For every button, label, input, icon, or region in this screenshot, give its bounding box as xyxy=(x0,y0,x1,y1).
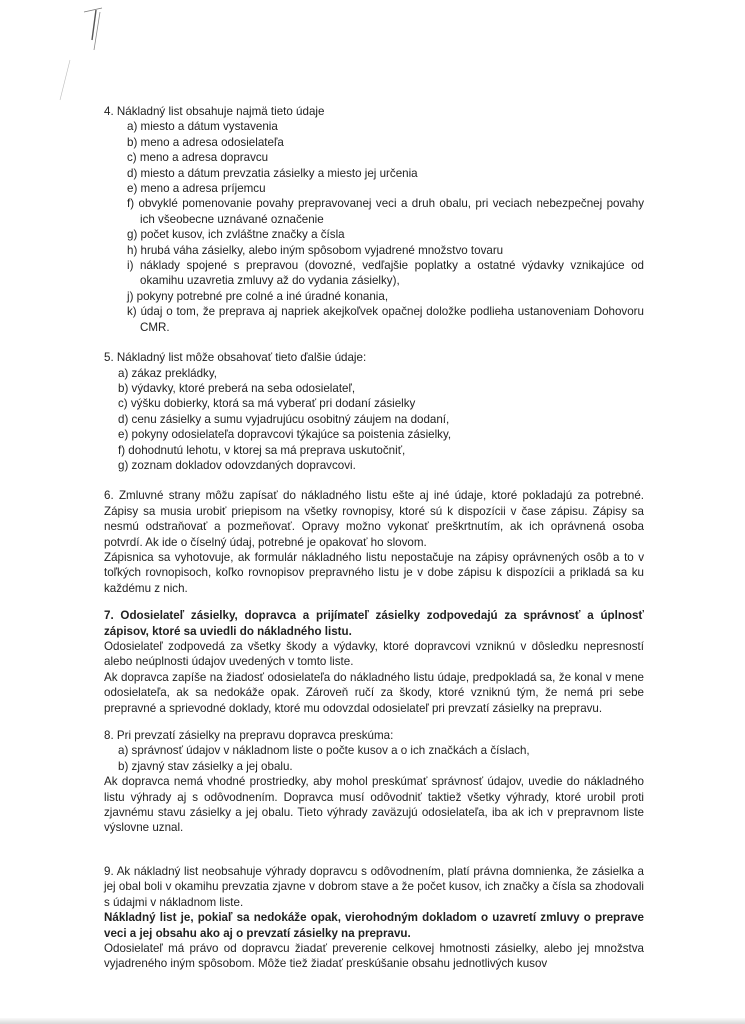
section-8-list xyxy=(104,743,644,774)
section-9 xyxy=(104,864,644,972)
list-item: e) pokyny odosielateľa dopravcovi týkajúce sa poistenia zásielky, xyxy=(118,428,452,442)
list-item: g) počet kusov, ich zvláštne značky a čísla xyxy=(127,228,345,242)
section-4-heading: 4. Nákladný list obsahuje najmä tieto údaje xyxy=(104,105,325,118)
section-7 xyxy=(104,608,644,716)
list-item: a) miesto a dátum vystavenia xyxy=(127,120,278,134)
page-bottom-edge xyxy=(0,1018,745,1024)
section-4 xyxy=(104,104,644,335)
list-item: e) meno a adresa príjemcu xyxy=(127,182,266,196)
document-body xyxy=(104,104,644,972)
section-7-paragraph-2: Ak dopravca zapíše na žiadosť odosielateľa do nákladného listu údaje, predpokladá sa, že konal v mene odosielateľa, ak sa nedokáže opak. Zároveň ručí za škody, ktoré vzniknú tým, že nemá pri sebe prepravné a sprievodné doklady, ktoré mu odovzdal odosielateľ pri prevzatí zásielky na prepravu. xyxy=(104,670,644,715)
section-6-paragraph-2: Zápisnica sa vyhotovuje, ak formulár nákladného listu nepostačuje na zápisy oprávnených osôb a to v toľkých rovnopisoch, koľko rovnopisov prepravného listu je v dobe zápisu k dispozícii a prikladá sa ku každému z nich. xyxy=(104,550,644,595)
list-item: k) údaj o tom, že preprava aj napriek akejkoľvek opačnej doložke podlieha ustanoveniam Dohovoru CMR. xyxy=(127,305,644,334)
list-item: f) dohodnutú lehotu, v ktorej sa má preprava uskutočniť, xyxy=(118,443,406,457)
list-item: f) obvyklé pomenovanie povahy prepravovanej veci a druh obalu, pri veciach nebezpečnej povahy ich všeobecne uznávané označenie xyxy=(127,197,644,226)
list-item: g) zoznam dokladov odovzdaných dopravcovi. xyxy=(118,458,356,472)
section-9-bold-statement: Nákladný list je, pokiaľ sa nedokáže opak, vierohodným dokladom o uzavretí zmluvy o preprave veci a jej obsahu ako aj o prevzatí zásielky na prepravu. xyxy=(104,911,644,940)
list-item: b) výdavky, ktoré preberá na seba odosielateľ, xyxy=(118,381,356,395)
section-8-heading: 8. Pri prevzatí zásielky na prepravu dopravca preskúma: xyxy=(104,729,394,743)
list-item: a) správnosť údajov v nákladnom liste o počte kusov a o ich značkách a číslach, xyxy=(118,744,530,758)
list-item: j) pokyny potrebné pre colné a iné úradné konania, xyxy=(127,289,389,303)
section-5-list xyxy=(104,366,644,474)
section-7-paragraph: Odosielateľ zodpovedá za všetky škody a výdavky, ktoré dopravcovi vzniknú v dôsledku nepresností alebo neúplnosti údajov uvedených v tomto liste. xyxy=(104,640,644,669)
list-item: d) miesto a dátum prevzatia zásielky a miesto jej určenia xyxy=(127,166,418,180)
list-item: c) výšku dobierky, ktorá sa má vyberať pri dodaní zásielky xyxy=(118,397,416,411)
section-5-heading: 5. Nákladný list môže obsahovať tieto ďalšie údaje: xyxy=(104,351,367,365)
scan-mark xyxy=(0,0,140,110)
list-item: b) zjavný stav zásielky a jej obalu. xyxy=(118,759,293,773)
section-8-paragraph: Ak dopravca nemá vhodné prostriedky, aby mohol preskúmať správnosť údajov, uvedie do nákladného listu výhrady aj s odôvodnením. Dopravca musí odôvodniť taktiež všetky výhrady, ktoré urobil proti zjavnému stavu zásielky a jej obalu. Tieto výhrady zaväzujú odosielateľa, iba ak ich v prepravnom liste výslovne uznal. xyxy=(104,775,644,835)
section-9-paragraph: 9. Ak nákladný list neobsahuje výhrady dopravcu s odôvodnením, platí právna domnienka, že zásielka a jej obal boli v okamihu prevzatia zjavne v dobrom stave a že počet kusov, ich značky a čísla sa zhodovali s údajmi v nákladnom liste. xyxy=(104,864,644,909)
section-9-paragraph-2: Odosielateľ má právo od dopravcu žiadať preverenie celkovej hmotnosti zásielky, alebo jej množstva vyjadreného iným spôsobom. Môže tiež žiadať preskúšanie obsahu jednotlivých kusov xyxy=(104,941,644,971)
list-item: d) cenu zásielky a sumu vyjadrujúcu osobitný záujem na dodaní, xyxy=(118,412,450,426)
section-6 xyxy=(104,488,644,596)
list-item: b) meno a adresa odosielateľa xyxy=(127,135,284,149)
section-8 xyxy=(104,728,644,836)
list-item: a) zákaz prekládky, xyxy=(118,366,218,380)
section-6-paragraph: 6. Zmluvné strany môžu zapísať do nákladného listu ešte aj iné údaje, ktoré pokladajú za potrebné. Zápisy sa musia urobiť priepisom na všetky rovnopisy, ktoré sú k dispozícii v čase zápisu. Zápisy sa nesmú odstraňovať a pozmeňovať. Opravy možno vykonať preškrtnutím, ak ich oprávnená osoba potvrdí. Ak ide o číselný údaj, potrebné je opakovať ho slovom. xyxy=(104,489,644,549)
list-item: c) meno a adresa dopravcu xyxy=(127,151,269,165)
section-5 xyxy=(104,350,644,473)
section-4-list xyxy=(104,119,644,335)
section-7-heading: 7. Odosielateľ zásielky, dopravca a prijímateľ zásielky zodpovedajú za správnosť a úplnosť zápisov, ktoré sa uviedli do nákladného listu. xyxy=(104,609,644,638)
list-item: i) náklady spojené s prepravou (dovozné, vedľajšie poplatky a ostatné výdavky vznikajúce od okamihu uzavretia zmluvy až do vydania zásielky), xyxy=(127,259,644,288)
list-item: h) hrubá váha zásielky, alebo iným spôsobom vyjadrené množstvo tovaru xyxy=(127,243,504,257)
